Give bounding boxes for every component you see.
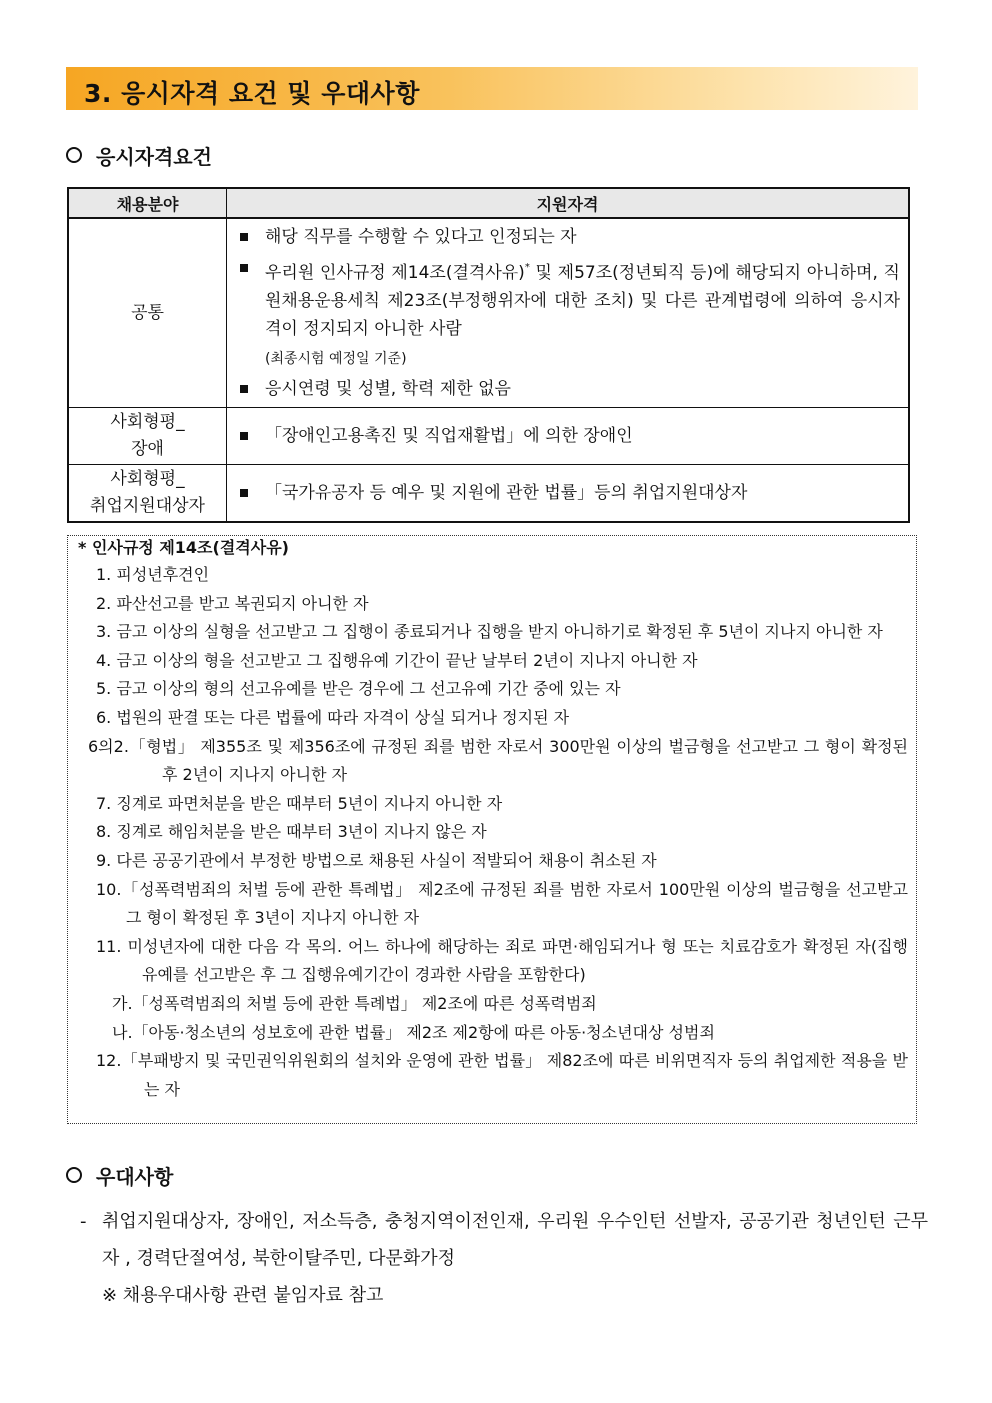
list-item: 3. 금고 이상의 실형을 선고받고 그 집행이 종료되거나 집행을 받지 아니하기로 확정된 후 5년이 지나지 아니한 자 [96, 622, 883, 642]
list-item: 9. 다른 공공기관에서 부정한 방법으로 채용된 사실이 적발되어 채용이 취소된 자 [96, 850, 657, 870]
dash-bullet: - [80, 1211, 87, 1232]
list-item: 12.「부패방지 및 국민권익위원회의 설치와 운영에 관한 법률」 제82조에 따른 비위면직자 등의 취업제한 적용을 받는 자 [96, 1051, 908, 1099]
square-bullet-icon [240, 264, 248, 272]
section-header-bar [66, 67, 918, 110]
disqualification-title: * 인사규정 제14조(결격사유) [78, 538, 289, 557]
table-row-employment-support [68, 465, 909, 523]
list-item: 10.「성폭력범죄의 처벌 등에 관한 특례법」 제2조에 규정된 죄를 범한 자로서 100만원 이상의 벌금형을 선고받고 그 형이 확정된 후 3년이 지나지 아니한 자 [96, 879, 908, 928]
preference-heading-text: 우대사항 [96, 1165, 174, 1189]
list-item: 우리원 인사규정 제14조(결격사유)* 및 제57조(정년퇴직 등)에 해당되지 아니하며, 직원채용운용세칙 제23조(부정행위자에 대한 조치) 및 다른 관계법령에 의하여 응시자격이 정지되지 아니한 사람 [239, 254, 900, 343]
circle-bullet-icon [66, 1167, 82, 1183]
square-bullet-icon [240, 432, 248, 440]
square-bullet-icon [240, 233, 248, 241]
field-employment-support: 사회형평_ 취업지원대상자 [68, 465, 227, 523]
disqualification-box [67, 535, 917, 1124]
list-item: 「장애인고용촉진 및 직업재활법」에 의한 장애인 [239, 422, 900, 450]
list-item: 가.「성폭력범죄의 처벌 등에 관한 특례법」 제2조에 따른 성폭력범죄 [112, 993, 597, 1013]
list-item: 4. 금고 이상의 형을 선고받고 그 집행유예 기간이 끝난 날부터 2년이 지나지 아니한 자 [96, 650, 698, 670]
list-item: 1. 피성년후견인 [96, 565, 210, 584]
field-disabled: 사회형평_ 장애 [68, 408, 227, 465]
list-item: 8. 징계로 해임처분을 받은 때부터 3년이 지나지 않은 자 [96, 822, 487, 842]
list-item: 2. 파산선고를 받고 복권되지 아니한 자 [96, 593, 369, 613]
column-header-qualification: 지원자격 [227, 188, 910, 218]
eligibility-table [67, 187, 910, 523]
list-item: 해당 직무를 수행할 수 있다고 인정되는 자 [239, 223, 900, 251]
qualification-employment-support [227, 465, 910, 523]
list-item: 11. 미성년자에 대한 다음 각 목의. 어느 하나에 해당하는 죄로 파면·해임되거나 형 또는 치료감호가 확정된 자(집행유예를 선고받은 후 그 집행유예기간이 경과한 사람을 포함한다) [96, 936, 908, 985]
table-row-disabled [68, 408, 909, 465]
square-bullet-icon [240, 489, 248, 497]
eligibility-heading [66, 141, 212, 170]
list-item: 6. 법원의 판결 또는 다른 법률에 따라 자격이 상실 되거나 정지된 자 [96, 707, 570, 727]
preference-section [80, 1203, 928, 1314]
preference-heading [66, 1161, 173, 1190]
eligibility-heading-text: 응시자격요건 [96, 145, 212, 169]
column-header-field: 채용분야 [68, 188, 227, 218]
table-header-row [68, 188, 909, 218]
square-bullet-icon [240, 385, 248, 393]
list-item: 7. 징계로 파면처분을 받은 때부터 5년이 지나지 아니한 자 [96, 793, 503, 813]
section-title: 3. 응시자격 요건 및 우대사항 [84, 79, 420, 108]
list-item: 「국가유공자 등 예우 및 지원에 관한 법률」등의 취업지원대상자 [239, 479, 900, 507]
footnote-marker: * [524, 262, 530, 273]
table-row-common [68, 218, 909, 408]
circle-bullet-icon [66, 147, 82, 163]
list-item: 응시연령 및 성별, 학력 제한 없음 [239, 375, 900, 403]
qualification-common [227, 218, 910, 408]
list-item: 6의2.「형법」 제355조 및 제356조에 규정된 죄를 범한 자로서 300만원 이상의 벌금형을 선고받고 그 형이 확정된 후 2년이 지나지 아니한 자 [88, 736, 908, 785]
preference-text: 취업지원대상자, 장애인, 저소득층, 충청지역이전인재, 우리원 우수인턴 선발자, 공공기관 청년인턴 근무자 , 경력단절여성, 북한이탈주민, 다문화가정 [102, 1211, 928, 1269]
qualification-disabled [227, 408, 910, 465]
preference-note: ※ 채용우대사항 관련 붙임자료 참고 [102, 1285, 384, 1306]
list-item: 나.「아동·청소년의 성보호에 관한 법률」 제2조 제2항에 따른 아동·청소년대상 성범죄 [112, 1022, 715, 1042]
reference-date-note: (최종시험 예정일 기준) [265, 351, 407, 367]
field-common: 공통 [68, 218, 227, 408]
list-item: 5. 금고 이상의 형의 선고유예를 받은 경우에 그 선고유예 기간 중에 있는 자 [96, 679, 621, 699]
